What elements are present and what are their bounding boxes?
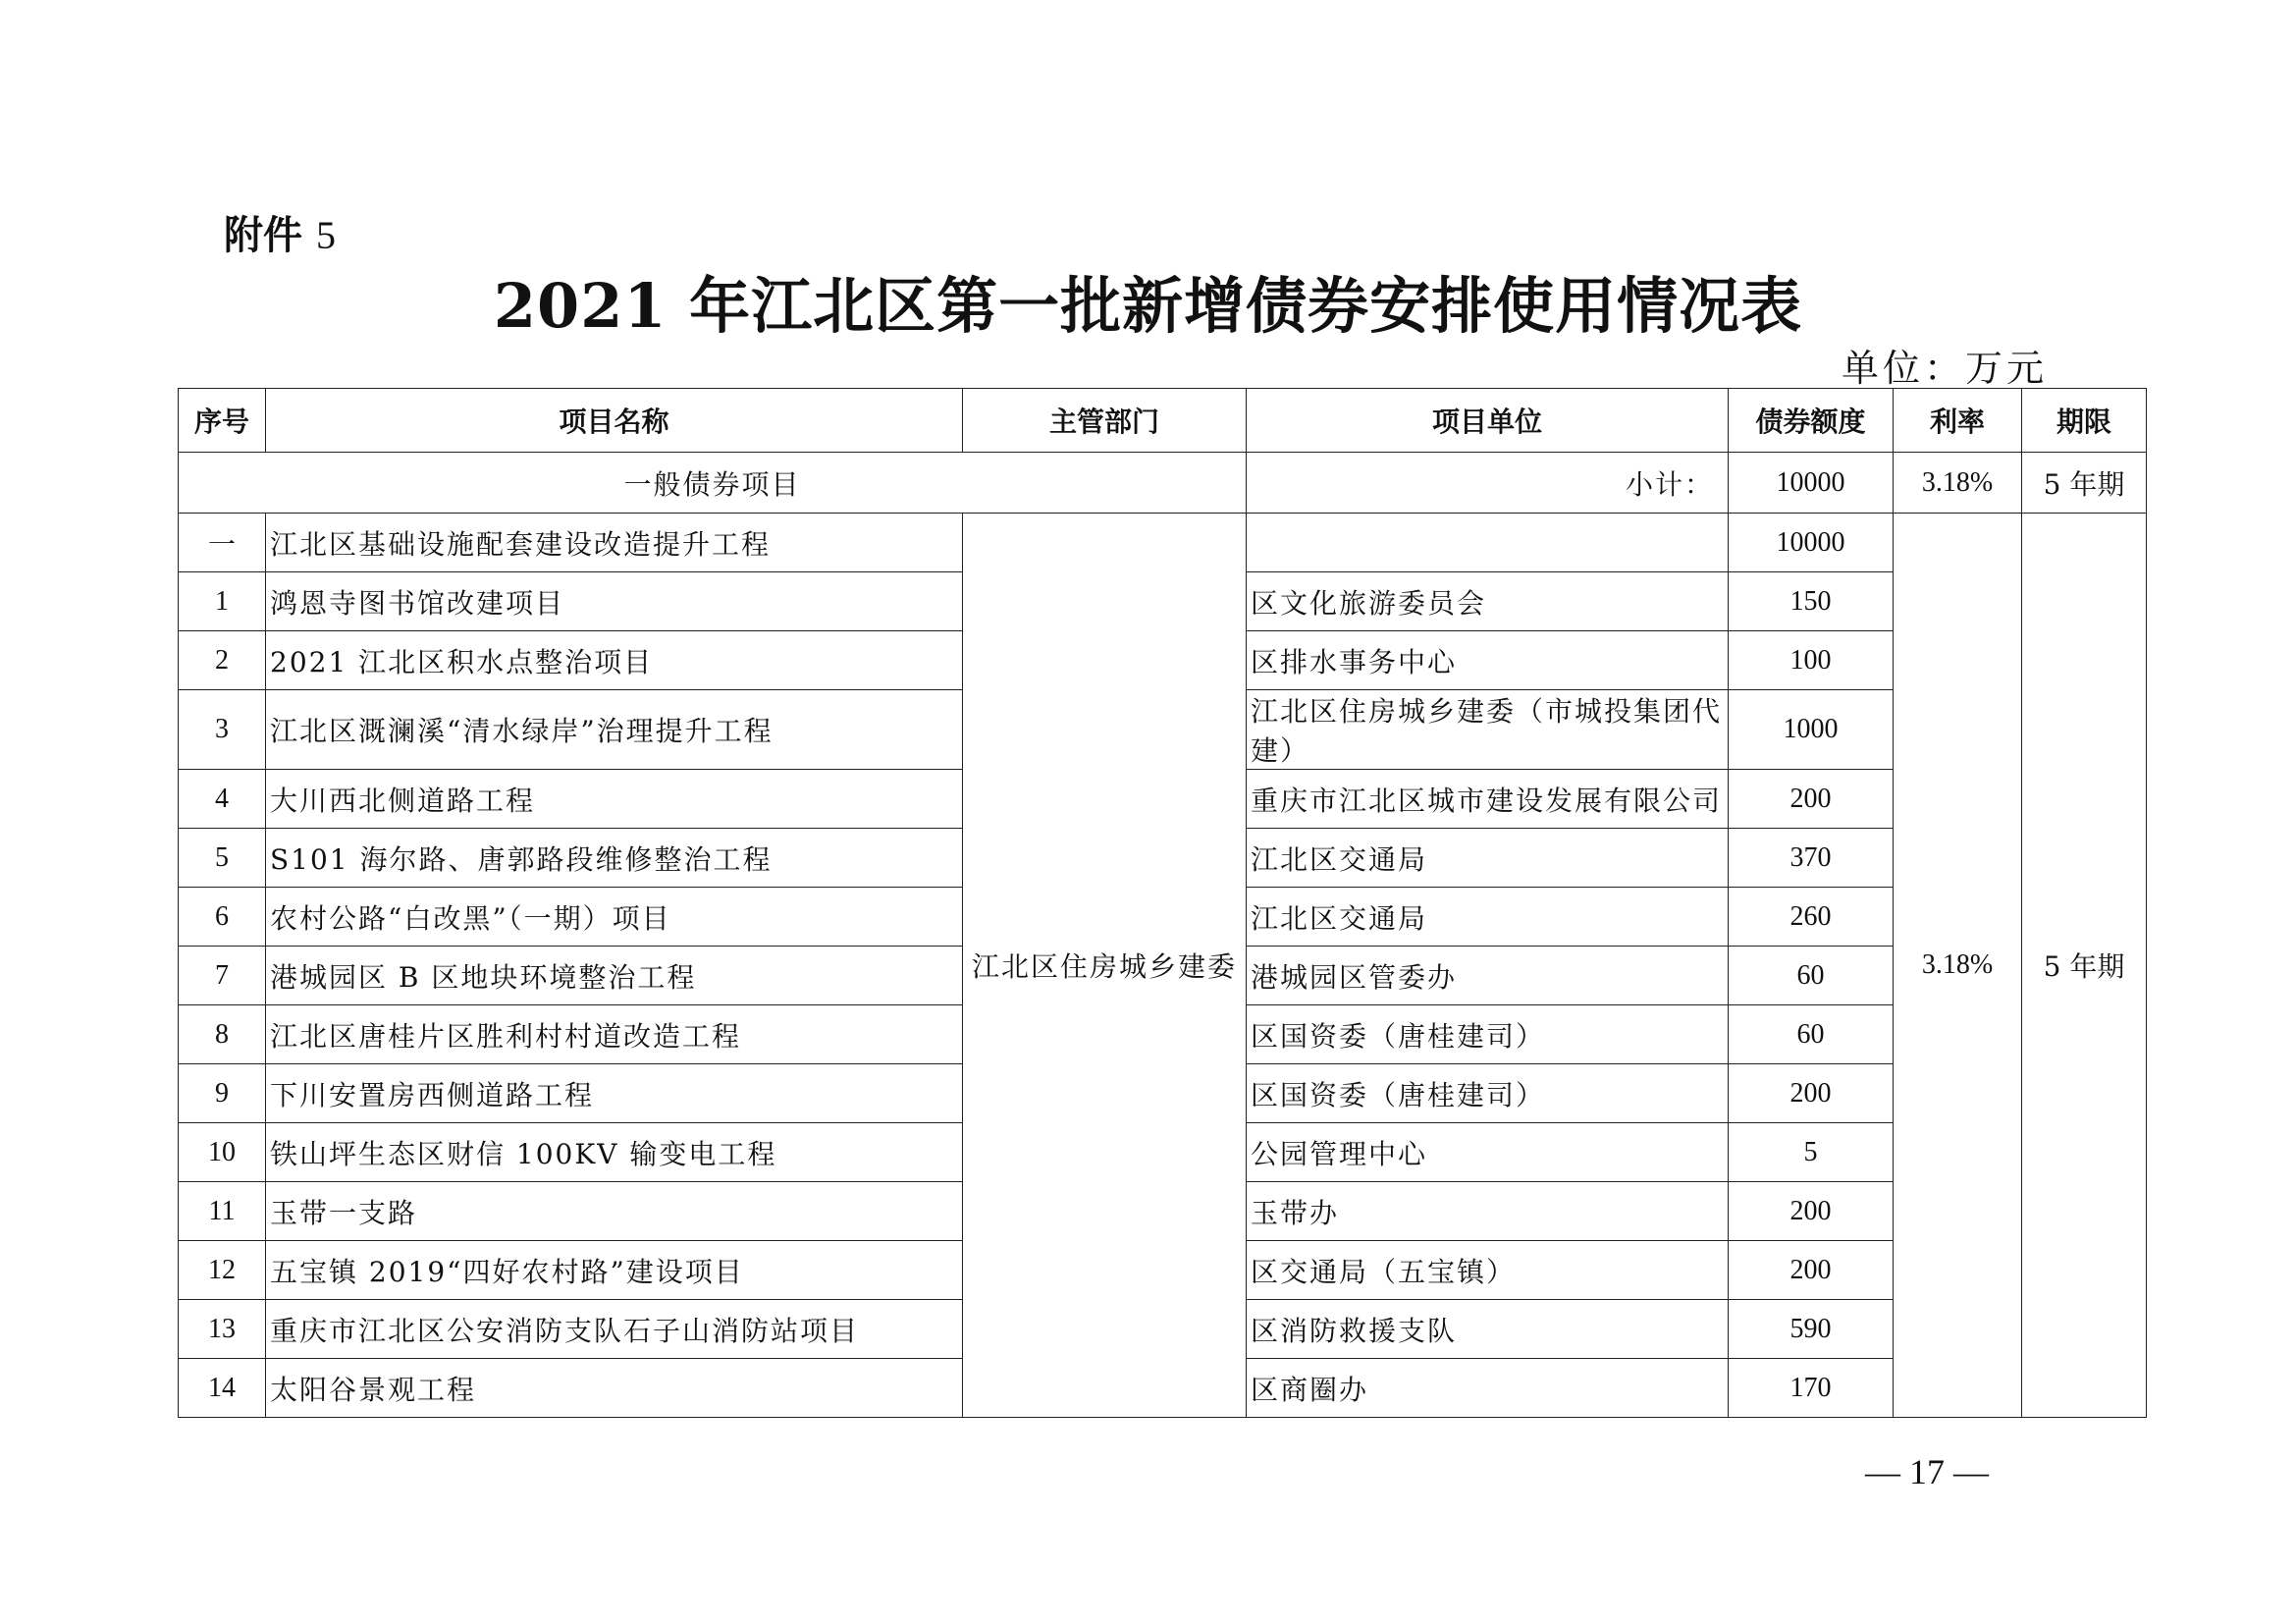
row-amount: 200 (1729, 1241, 1894, 1300)
group-amount: 10000 (1729, 514, 1894, 572)
row-project-unit: 玉带办 (1247, 1182, 1729, 1241)
row-seq: 2 (179, 631, 266, 690)
group-term: 5 年期 (2022, 514, 2147, 1418)
row-project-unit: 重庆市江北区城市建设发展有限公司 (1247, 770, 1729, 829)
row-project-unit: 区排水事务中心 (1247, 631, 1729, 690)
row-amount: 200 (1729, 770, 1894, 829)
bond-table (178, 388, 2147, 1418)
row-amount: 60 (1729, 947, 1894, 1005)
row-project-unit: 江北区交通局 (1247, 829, 1729, 888)
row-project-unit: 区文化旅游委员会 (1247, 572, 1729, 631)
attachment-number: 5 (315, 213, 336, 257)
header-term: 期限 (2022, 389, 2147, 453)
group-rate: 3.18% (1894, 514, 2022, 1418)
header-row (179, 389, 2147, 453)
header-dept: 主管部门 (963, 389, 1247, 453)
row-amount: 370 (1729, 829, 1894, 888)
row-seq: 1 (179, 572, 266, 631)
row-project-name: 江北区唐桂片区胜利村村道改造工程 (266, 1005, 963, 1064)
row-seq: 14 (179, 1359, 266, 1418)
subtotal-term: 5 年期 (2022, 453, 2147, 514)
row-project-name: 2021 江北区积水点整治项目 (266, 631, 963, 690)
row-seq: 3 (179, 690, 266, 770)
row-project-unit: 区国资委（唐桂建司） (1247, 1064, 1729, 1123)
row-project-unit: 区消防救援支队 (1247, 1300, 1729, 1359)
row-seq: 12 (179, 1241, 266, 1300)
group-row (179, 514, 2147, 572)
row-seq: 10 (179, 1123, 266, 1182)
row-amount: 200 (1729, 1182, 1894, 1241)
row-amount: 170 (1729, 1359, 1894, 1418)
row-amount: 260 (1729, 888, 1894, 947)
subtotal-label: 小计： (1247, 453, 1729, 514)
row-project-name: 港城园区 B 区地块环境整治工程 (266, 947, 963, 1005)
header-name: 项目名称 (266, 389, 963, 453)
row-seq: 11 (179, 1182, 266, 1241)
row-seq: 5 (179, 829, 266, 888)
row-project-unit: 区商圈办 (1247, 1359, 1729, 1418)
row-seq: 4 (179, 770, 266, 829)
row-amount: 1000 (1729, 690, 1894, 770)
row-project-name: 鸿恩寺图书馆改建项目 (266, 572, 963, 631)
row-seq: 6 (179, 888, 266, 947)
subtotal-rate: 3.18% (1894, 453, 2022, 514)
group-dept: 江北区住房城乡建委 (963, 514, 1247, 1418)
header-seq: 序号 (179, 389, 266, 453)
row-amount: 150 (1729, 572, 1894, 631)
row-project-unit: 区交通局（五宝镇） (1247, 1241, 1729, 1300)
row-amount: 590 (1729, 1300, 1894, 1359)
row-project-unit: 江北区住房城乡建委（市城投集团代建） (1247, 690, 1729, 770)
row-project-unit: 江北区交通局 (1247, 888, 1729, 947)
row-amount: 60 (1729, 1005, 1894, 1064)
row-project-name: 太阳谷景观工程 (266, 1359, 963, 1418)
row-project-name: 农村公路“白改黑”（一期）项目 (266, 888, 963, 947)
row-seq: 9 (179, 1064, 266, 1123)
header-unit: 项目单位 (1247, 389, 1729, 453)
header-rate: 利率 (1894, 389, 2022, 453)
group-seq: 一 (179, 514, 266, 572)
unit-label: 单位：万元 (1842, 347, 2049, 390)
row-seq: 13 (179, 1300, 266, 1359)
group-unit (1247, 514, 1729, 572)
attachment-text: 附件 (224, 213, 302, 258)
row-project-name: 玉带一支路 (266, 1182, 963, 1241)
row-amount: 100 (1729, 631, 1894, 690)
row-project-name: 重庆市江北区公安消防支队石子山消防站项目 (266, 1300, 963, 1359)
row-seq: 7 (179, 947, 266, 1005)
group-name: 江北区基础设施配套建设改造提升工程 (266, 514, 963, 572)
attachment-label (224, 204, 336, 260)
row-project-name: 大川西北侧道路工程 (266, 770, 963, 829)
row-project-name: 下川安置房西侧道路工程 (266, 1064, 963, 1123)
row-seq: 8 (179, 1005, 266, 1064)
row-project-name: 江北区溉澜溪“清水绿岸”治理提升工程 (266, 690, 963, 770)
subtotal-category: 一般债券项目 (179, 453, 1247, 514)
row-amount: 5 (1729, 1123, 1894, 1182)
row-project-unit: 公园管理中心 (1247, 1123, 1729, 1182)
row-project-name: S101 海尔路、唐郭路段维修整治工程 (266, 829, 963, 888)
row-amount: 200 (1729, 1064, 1894, 1123)
page-title: 2021 年江北区第一批新增债券安排使用情况表 (493, 270, 1803, 342)
row-project-unit: 港城园区管委办 (1247, 947, 1729, 1005)
row-project-name: 铁山坪生态区财信 100KV 输变电工程 (266, 1123, 963, 1182)
subtotal-row (179, 453, 2147, 514)
row-project-unit: 区国资委（唐桂建司） (1247, 1005, 1729, 1064)
page-number: — 17 — (1865, 1452, 1989, 1491)
header-amount: 债券额度 (1729, 389, 1894, 453)
subtotal-amount: 10000 (1729, 453, 1894, 514)
row-project-name: 五宝镇 2019“四好农村路”建设项目 (266, 1241, 963, 1300)
